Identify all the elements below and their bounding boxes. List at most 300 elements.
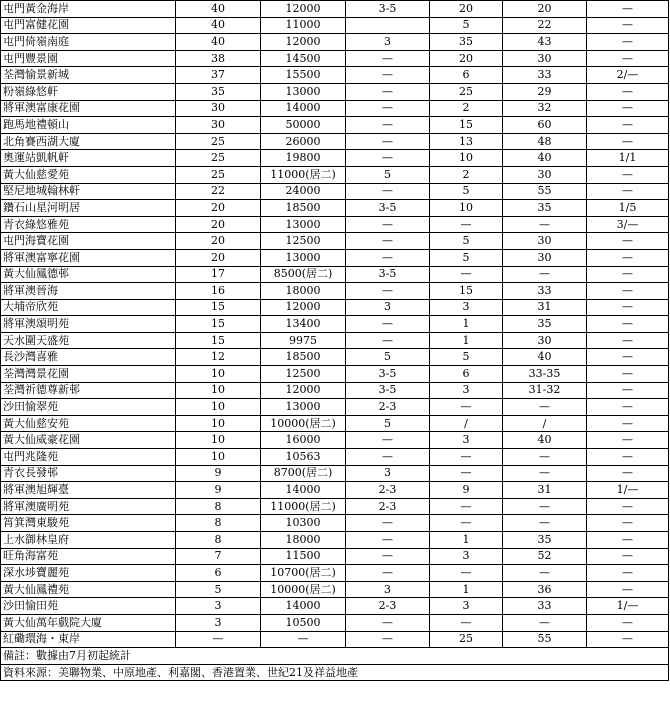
col-5-cell: — (430, 614, 503, 631)
col-2-cell: 10 (176, 432, 261, 449)
col-7-cell: 1/— (587, 598, 669, 615)
col-4-cell: — (346, 50, 430, 67)
col-4-cell: — (346, 631, 430, 648)
table-row (1, 133, 669, 150)
col-2-cell: 25 (176, 150, 261, 167)
col-4-cell: — (346, 183, 430, 200)
table-row (1, 482, 669, 499)
col-5-cell: 2 (430, 166, 503, 183)
estate-name-cell: 將軍澳廣明苑 (1, 498, 176, 515)
estate-name-cell: 屯門豐景園 (1, 50, 176, 67)
col-3-cell: 12000 (261, 34, 346, 51)
col-6-cell: 35 (503, 532, 587, 549)
col-7-cell: 1/5 (587, 200, 669, 217)
col-5-cell: — (430, 449, 503, 466)
col-5-cell: 2 (430, 100, 503, 117)
col-5-cell: 25 (430, 631, 503, 648)
col-3-cell: 13000 (261, 249, 346, 266)
table-row (1, 249, 669, 266)
col-4-cell: 3 (346, 581, 430, 598)
col-7-cell: — (587, 266, 669, 283)
table-row (1, 216, 669, 233)
col-4-cell: — (346, 432, 430, 449)
col-6-cell: 29 (503, 83, 587, 100)
col-7-cell: — (587, 299, 669, 316)
col-2-cell: 15 (176, 316, 261, 333)
estate-name-cell: 屯門黃金海岸 (1, 1, 176, 18)
col-5-cell: — (430, 465, 503, 482)
table-row (1, 498, 669, 515)
table-row (1, 548, 669, 565)
col-6-cell: 40 (503, 150, 587, 167)
col-6-cell: 60 (503, 117, 587, 134)
estate-name-cell: 沙田愉田苑 (1, 598, 176, 615)
col-2-cell: 10 (176, 449, 261, 466)
col-4-cell: 3 (346, 465, 430, 482)
col-3-cell: 11000(居二) (261, 166, 346, 183)
col-5-cell: 3 (430, 548, 503, 565)
estate-name-cell: 紅磡環海・東岸 (1, 631, 176, 648)
col-5-cell: 1 (430, 316, 503, 333)
col-3-cell: 8700(居二) (261, 465, 346, 482)
col-4-cell: 5 (346, 166, 430, 183)
col-6-cell: — (503, 449, 587, 466)
col-6-cell: — (503, 614, 587, 631)
col-7-cell: 1/1 (587, 150, 669, 167)
col-7-cell: — (587, 399, 669, 416)
col-3-cell: 13400 (261, 316, 346, 333)
col-2-cell: 3 (176, 614, 261, 631)
table-row (1, 183, 669, 200)
col-2-cell: 16 (176, 283, 261, 300)
col-3-cell: 24000 (261, 183, 346, 200)
col-6-cell: 40 (503, 349, 587, 366)
table-row (1, 316, 669, 333)
col-4-cell: 3-5 (346, 382, 430, 399)
estate-name-cell: 長沙灣喜雅 (1, 349, 176, 366)
col-7-cell: — (587, 349, 669, 366)
col-3-cell: 13000 (261, 83, 346, 100)
col-5-cell: 13 (430, 133, 503, 150)
estate-name-cell: 將軍澳富康花園 (1, 100, 176, 117)
col-7-cell: — (587, 415, 669, 432)
col-2-cell: 5 (176, 581, 261, 598)
table-row (1, 299, 669, 316)
col-3-cell: 14000 (261, 598, 346, 615)
estate-name-cell: 黃大仙萬年戲院大廈 (1, 614, 176, 631)
estate-name-cell: 屯門倚嶺南庭 (1, 34, 176, 51)
table-row (1, 200, 669, 217)
col-5-cell: 5 (430, 349, 503, 366)
col-5-cell: 9 (430, 482, 503, 499)
remark-row (1, 648, 669, 665)
col-2-cell: 37 (176, 67, 261, 84)
estate-name-cell: 青衣綠悠雅苑 (1, 216, 176, 233)
col-3-cell: 14000 (261, 100, 346, 117)
col-5-cell: 3 (430, 598, 503, 615)
col-4-cell: — (346, 316, 430, 333)
col-6-cell: 32 (503, 100, 587, 117)
col-7-cell: — (587, 498, 669, 515)
table-row (1, 233, 669, 250)
col-7-cell: — (587, 449, 669, 466)
table-row (1, 565, 669, 582)
estate-name-cell: 天水圍天盛苑 (1, 332, 176, 349)
col-7-cell: — (587, 515, 669, 532)
col-7-cell: — (587, 614, 669, 631)
col-5-cell: 35 (430, 34, 503, 51)
col-4-cell: — (346, 67, 430, 84)
col-5-cell: 10 (430, 200, 503, 217)
col-2-cell: 7 (176, 548, 261, 565)
col-3-cell: 10300 (261, 515, 346, 532)
col-7-cell: — (587, 117, 669, 134)
source-row (1, 664, 669, 681)
col-5-cell: 10 (430, 150, 503, 167)
col-6-cell: 33-35 (503, 366, 587, 383)
col-2-cell: 3 (176, 598, 261, 615)
col-7-cell: — (587, 249, 669, 266)
table-row (1, 465, 669, 482)
estate-name-cell: 荃灣祈德尊新邨 (1, 382, 176, 399)
col-4-cell: — (346, 548, 430, 565)
estate-name-cell: 黃大仙威豪花園 (1, 432, 176, 449)
col-6-cell: — (503, 465, 587, 482)
col-5-cell: 5 (430, 233, 503, 250)
col-5-cell: 6 (430, 366, 503, 383)
col-6-cell: 31 (503, 482, 587, 499)
table-body (1, 1, 669, 648)
col-3-cell: 18500 (261, 349, 346, 366)
estate-name-cell: 黃大仙鳳禮苑 (1, 581, 176, 598)
col-5-cell: 1 (430, 332, 503, 349)
col-6-cell: 30 (503, 332, 587, 349)
col-4-cell: — (346, 233, 430, 250)
col-4-cell: — (346, 449, 430, 466)
col-3-cell: 18500 (261, 200, 346, 217)
col-4-cell: 3-5 (346, 1, 430, 18)
table-row (1, 1, 669, 18)
col-7-cell: 1/— (587, 482, 669, 499)
estate-name-cell: 將軍澳晉海 (1, 283, 176, 300)
col-7-cell: 2/— (587, 67, 669, 84)
estate-name-cell: 粉嶺綠悠軒 (1, 83, 176, 100)
col-5-cell: 15 (430, 117, 503, 134)
table-row (1, 266, 669, 283)
col-4-cell: 3-5 (346, 200, 430, 217)
estate-name-cell: 堅尼地城翰林軒 (1, 183, 176, 200)
table-row (1, 100, 669, 117)
estate-name-cell: 將軍澳旭輝臺 (1, 482, 176, 499)
col-6-cell: 31 (503, 299, 587, 316)
col-6-cell: 55 (503, 183, 587, 200)
table-row (1, 415, 669, 432)
col-2-cell: 6 (176, 565, 261, 582)
estate-name-cell: 北角賽西湖大廈 (1, 133, 176, 150)
estate-name-cell: 荃灣愉景新城 (1, 67, 176, 84)
table-row (1, 34, 669, 51)
estate-name-cell: 鑽石山星河明居 (1, 200, 176, 217)
col-4-cell: — (346, 100, 430, 117)
estate-name-cell: 屯門富健花園 (1, 17, 176, 34)
table-row (1, 598, 669, 615)
col-7-cell: — (587, 631, 669, 648)
col-6-cell: 33 (503, 67, 587, 84)
col-4-cell: — (346, 532, 430, 549)
col-5-cell: 3 (430, 382, 503, 399)
col-2-cell: 25 (176, 166, 261, 183)
estate-name-cell: 沙田愉翠苑 (1, 399, 176, 416)
col-5-cell: 15 (430, 283, 503, 300)
table-row (1, 399, 669, 416)
estate-name-cell: 上水御林皇府 (1, 532, 176, 549)
col-6-cell: 48 (503, 133, 587, 150)
col-4-cell: 2-3 (346, 482, 430, 499)
col-7-cell: — (587, 465, 669, 482)
col-3-cell: 12500 (261, 366, 346, 383)
col-4-cell: 5 (346, 349, 430, 366)
col-2-cell: 30 (176, 100, 261, 117)
col-6-cell: 35 (503, 316, 587, 333)
col-3-cell: 12500 (261, 233, 346, 250)
col-3-cell: — (261, 631, 346, 648)
col-4-cell: 2-3 (346, 498, 430, 515)
col-6-cell: — (503, 266, 587, 283)
table-row (1, 283, 669, 300)
table-row (1, 614, 669, 631)
col-3-cell: 11500 (261, 548, 346, 565)
estate-name-cell: 屯門兆隆苑 (1, 449, 176, 466)
col-6-cell: / (503, 415, 587, 432)
estate-name-cell: 大埔帝欣苑 (1, 299, 176, 316)
col-4-cell: — (346, 515, 430, 532)
col-5-cell: — (430, 498, 503, 515)
col-4-cell: — (346, 614, 430, 631)
col-3-cell: 19800 (261, 150, 346, 167)
estate-name-cell: 屯門海寶花園 (1, 233, 176, 250)
col-3-cell: 10000(居二) (261, 581, 346, 598)
col-3-cell: 12000 (261, 1, 346, 18)
table-row (1, 67, 669, 84)
col-6-cell: 55 (503, 631, 587, 648)
col-7-cell: — (587, 581, 669, 598)
col-5-cell: 5 (430, 17, 503, 34)
col-3-cell: 12000 (261, 299, 346, 316)
col-2-cell: 40 (176, 1, 261, 18)
table-row (1, 83, 669, 100)
table-footer (1, 648, 669, 681)
col-5-cell: 5 (430, 249, 503, 266)
col-4-cell: — (346, 117, 430, 134)
col-7-cell: — (587, 332, 669, 349)
col-7-cell: — (587, 432, 669, 449)
table-row (1, 17, 669, 34)
col-4-cell: — (346, 332, 430, 349)
col-5-cell: 6 (430, 67, 503, 84)
col-7-cell: — (587, 50, 669, 67)
table-row (1, 449, 669, 466)
col-7-cell: — (587, 548, 669, 565)
col-6-cell: 33 (503, 598, 587, 615)
col-2-cell: 25 (176, 133, 261, 150)
col-6-cell: 52 (503, 548, 587, 565)
col-4-cell: — (346, 249, 430, 266)
col-7-cell: — (587, 233, 669, 250)
col-2-cell: — (176, 631, 261, 648)
col-6-cell: 22 (503, 17, 587, 34)
col-6-cell: — (503, 399, 587, 416)
col-7-cell: — (587, 100, 669, 117)
col-3-cell: 13000 (261, 216, 346, 233)
col-5-cell: 5 (430, 183, 503, 200)
col-2-cell: 8 (176, 532, 261, 549)
estate-name-cell: 黃大仙鳳德邨 (1, 266, 176, 283)
col-4-cell (346, 17, 430, 34)
table-row (1, 382, 669, 399)
table-row (1, 581, 669, 598)
col-5-cell: 20 (430, 1, 503, 18)
table-row (1, 50, 669, 67)
col-6-cell: 43 (503, 34, 587, 51)
col-6-cell: — (503, 515, 587, 532)
estate-name-cell: 將軍澳頌明苑 (1, 316, 176, 333)
col-5-cell: / (430, 415, 503, 432)
col-3-cell: 11000 (261, 17, 346, 34)
col-7-cell: 3/— (587, 216, 669, 233)
col-4-cell: 5 (346, 415, 430, 432)
table-row (1, 166, 669, 183)
col-3-cell: 10000(居二) (261, 415, 346, 432)
col-2-cell: 10 (176, 399, 261, 416)
estate-name-cell: 旺角海富苑 (1, 548, 176, 565)
col-5-cell: — (430, 565, 503, 582)
table-row (1, 150, 669, 167)
source-note: 資料來源：美聯物業、中原地產、利嘉閣、香港置業、世紀21及祥益地產 (1, 664, 669, 681)
col-3-cell: 10500 (261, 614, 346, 631)
col-3-cell: 18000 (261, 532, 346, 549)
col-2-cell: 17 (176, 266, 261, 283)
col-7-cell: — (587, 316, 669, 333)
col-2-cell: 12 (176, 349, 261, 366)
col-7-cell: — (587, 382, 669, 399)
col-6-cell: 30 (503, 233, 587, 250)
col-2-cell: 10 (176, 382, 261, 399)
col-3-cell: 12000 (261, 382, 346, 399)
col-2-cell: 30 (176, 117, 261, 134)
col-5-cell: — (430, 266, 503, 283)
col-6-cell: 30 (503, 50, 587, 67)
col-7-cell: — (587, 166, 669, 183)
col-2-cell: 8 (176, 515, 261, 532)
estate-name-cell: 深水埗寶麗苑 (1, 565, 176, 582)
col-3-cell: 18000 (261, 283, 346, 300)
col-4-cell: 3 (346, 299, 430, 316)
col-7-cell: — (587, 283, 669, 300)
col-4-cell: 2-3 (346, 399, 430, 416)
col-4-cell: 3 (346, 34, 430, 51)
col-5-cell: — (430, 216, 503, 233)
col-2-cell: 38 (176, 50, 261, 67)
table-row (1, 332, 669, 349)
col-2-cell: 20 (176, 233, 261, 250)
col-3-cell: 11000(居二) (261, 498, 346, 515)
col-6-cell: 31-32 (503, 382, 587, 399)
col-6-cell: — (503, 216, 587, 233)
col-6-cell: 20 (503, 1, 587, 18)
col-6-cell: 36 (503, 581, 587, 598)
col-2-cell: 15 (176, 299, 261, 316)
col-4-cell: — (346, 216, 430, 233)
col-2-cell: 10 (176, 366, 261, 383)
col-2-cell: 20 (176, 200, 261, 217)
col-7-cell: — (587, 133, 669, 150)
col-5-cell: — (430, 399, 503, 416)
col-3-cell: 10563 (261, 449, 346, 466)
col-2-cell: 22 (176, 183, 261, 200)
col-2-cell: 40 (176, 17, 261, 34)
col-7-cell: — (587, 532, 669, 549)
col-4-cell: 2-3 (346, 598, 430, 615)
table-row (1, 432, 669, 449)
col-5-cell: 25 (430, 83, 503, 100)
col-3-cell: 8500(居二) (261, 266, 346, 283)
table-row (1, 631, 669, 648)
col-7-cell: — (587, 34, 669, 51)
estate-name-cell: 荃灣灣景花園 (1, 366, 176, 383)
col-4-cell: — (346, 565, 430, 582)
col-2-cell: 9 (176, 465, 261, 482)
col-5-cell: 1 (430, 581, 503, 598)
col-2-cell: 8 (176, 498, 261, 515)
col-4-cell: — (346, 133, 430, 150)
col-5-cell: 3 (430, 432, 503, 449)
col-3-cell: 26000 (261, 133, 346, 150)
col-3-cell: 14500 (261, 50, 346, 67)
estate-name-cell: 將軍澳富寧花園 (1, 249, 176, 266)
col-2-cell: 20 (176, 216, 261, 233)
table-row (1, 366, 669, 383)
remark-note: 備註：數據由7月初起統計 (1, 648, 669, 665)
col-7-cell: — (587, 83, 669, 100)
col-4-cell: — (346, 150, 430, 167)
col-7-cell: — (587, 17, 669, 34)
col-5-cell: — (430, 515, 503, 532)
col-6-cell: 30 (503, 249, 587, 266)
col-3-cell: 10700(居二) (261, 565, 346, 582)
col-5-cell: 20 (430, 50, 503, 67)
col-3-cell: 14000 (261, 482, 346, 499)
estate-name-cell: 奧運站凱帆軒 (1, 150, 176, 167)
col-6-cell: 40 (503, 432, 587, 449)
col-6-cell: — (503, 565, 587, 582)
col-7-cell: — (587, 565, 669, 582)
table-row (1, 532, 669, 549)
col-5-cell: 3 (430, 299, 503, 316)
table-row (1, 117, 669, 134)
estate-name-cell: 筲箕灣東駿苑 (1, 515, 176, 532)
col-3-cell: 13000 (261, 399, 346, 416)
col-7-cell: — (587, 1, 669, 18)
col-5-cell: 1 (430, 532, 503, 549)
col-7-cell: — (587, 366, 669, 383)
col-2-cell: 10 (176, 415, 261, 432)
col-2-cell: 20 (176, 249, 261, 266)
col-6-cell: — (503, 498, 587, 515)
estate-name-cell: 黃大仙慈安苑 (1, 415, 176, 432)
table-row (1, 515, 669, 532)
col-2-cell: 40 (176, 34, 261, 51)
col-6-cell: 33 (503, 283, 587, 300)
